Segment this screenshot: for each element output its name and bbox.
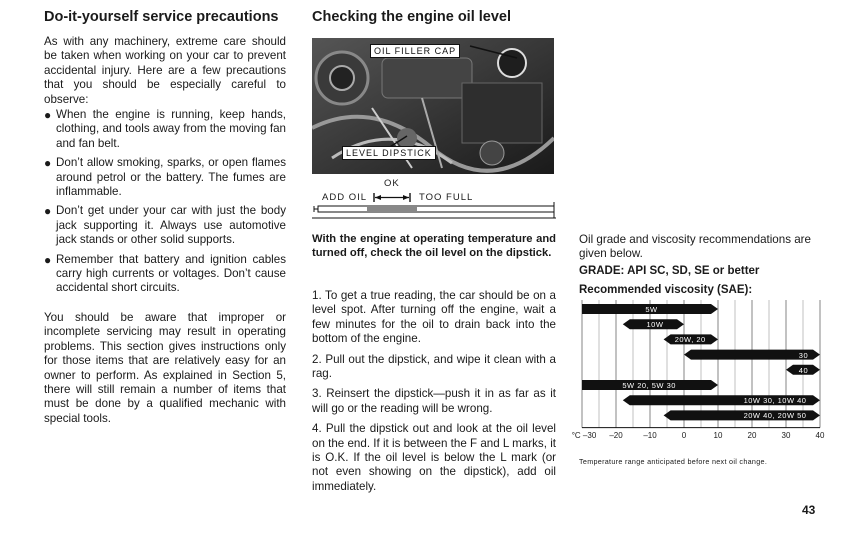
list-item: ● Remember that battery and ignition cables carry high currents or voltages. Don’t cause accidental short circuits. — [44, 252, 286, 295]
oil-grade-intro: Oil grade and viscosity recommendations are given below. — [579, 233, 811, 261]
precautions-list — [44, 108, 286, 301]
oil-filler-cap-label: OIL FILLER CAP — [370, 44, 460, 58]
viscosity-range-label: 40 — [798, 365, 809, 375]
step-item: 2. Pull out the dipstick, and wipe it clean with a rag. — [312, 352, 556, 381]
oil-grade-spec: GRADE: API SC, SD, SE or better — [579, 265, 760, 277]
bullet-icon: ● — [44, 252, 52, 267]
level-dipstick-label: LEVEL DIPSTICK — [342, 146, 436, 160]
viscosity-title: Recommended viscosity (SAE): — [579, 284, 753, 296]
section-heading-oil-level: Checking the engine oil level — [312, 9, 512, 25]
dipstick-drawing — [312, 178, 556, 224]
viscosity-footnote: Temperature range anticipated before next oil change. — [579, 457, 768, 466]
oil-check-steps — [312, 289, 556, 500]
section-heading-precautions: Do-it-yourself service precautions — [44, 9, 279, 25]
bullet-icon: ● — [44, 108, 52, 122]
precautions-outro: You should be aware that improper or incomplete servicing may result in operating problems. This section gives instructions only for those items that are relatively easy for an owner to perform. As explained in Section 5, there will still remain a number of items that must be done by a qualified mechanic with special tools. — [44, 311, 286, 425]
viscosity-range-label: 30 — [798, 350, 809, 360]
viscosity-range-label: 10W — [646, 320, 664, 330]
list-item: ● When the engine is running, keep hands, clothing, and tools away from the moving fan and fan belt. — [44, 108, 286, 150]
step-item: 4. Pull the dipstick out and look at the oil level on the end. If it is between the F and L marks, it is O.K. If the oil level is below the L mark (or not even showing on the dipstick), add oil immediately. — [312, 422, 556, 493]
step-item: 1. To get a true reading, the car should be on a level spot. After turning off the engine, wait a few minutes for the oil to drain back into the bottom of the engine. — [312, 289, 556, 346]
viscosity-range-label: 10W 30, 10W 40 — [743, 396, 807, 406]
viscosity-range-label: 5W 20, 5W 30 — [622, 381, 676, 390]
axis-tick-label: –10 — [643, 430, 657, 440]
dipstick-ok-label: OK — [384, 178, 400, 189]
list-item: ● Don’t get under your car with just the body jack supporting it. Always use automotive jack stands or other solid supports. — [44, 204, 286, 247]
dipstick-too-full-label: TOO FULL — [419, 192, 474, 203]
dipstick-add-oil-label: ADD OIL — [322, 192, 368, 203]
viscosity-range-label: 20W, 20 — [674, 335, 706, 345]
bullet-icon: ● — [44, 204, 52, 219]
list-item: ● Don’t allow smoking, sparks, or open flames around petrol or the battery. The fumes are inflammable. — [44, 156, 286, 199]
viscosity-range-label: 5W — [645, 305, 658, 314]
axis-tick-label: 40 — [815, 430, 825, 440]
axis-tick-label: 30 — [781, 430, 791, 440]
axis-tick-label: 10 — [713, 430, 723, 440]
dipstick-diagram — [312, 178, 556, 224]
engine-bay-photo — [312, 38, 554, 174]
axis-tick-label: –20 — [609, 430, 623, 440]
viscosity-range-label: 20W 40, 20W 50 — [743, 411, 807, 421]
oil-check-instruction: With the engine at operating temperature and turned off, check the oil level on the dipstick. — [312, 233, 556, 259]
bullet-icon: ● — [44, 156, 52, 171]
step-item: 3. Reinsert the dipstick—push it in as far as it will go or the reading will be wrong. — [312, 387, 556, 415]
axis-tick-label: °C –30 — [571, 430, 597, 440]
viscosity-chart — [571, 298, 826, 458]
precautions-intro: As with any machinery, extreme care should be taken when working on your car to prevent accidental injury. Here are a few precautions that you should be especially careful to observe: — [44, 35, 286, 106]
page-number: 43 — [802, 503, 816, 517]
axis-tick-label: 0 — [681, 430, 687, 440]
axis-tick-label: 20 — [747, 430, 757, 440]
